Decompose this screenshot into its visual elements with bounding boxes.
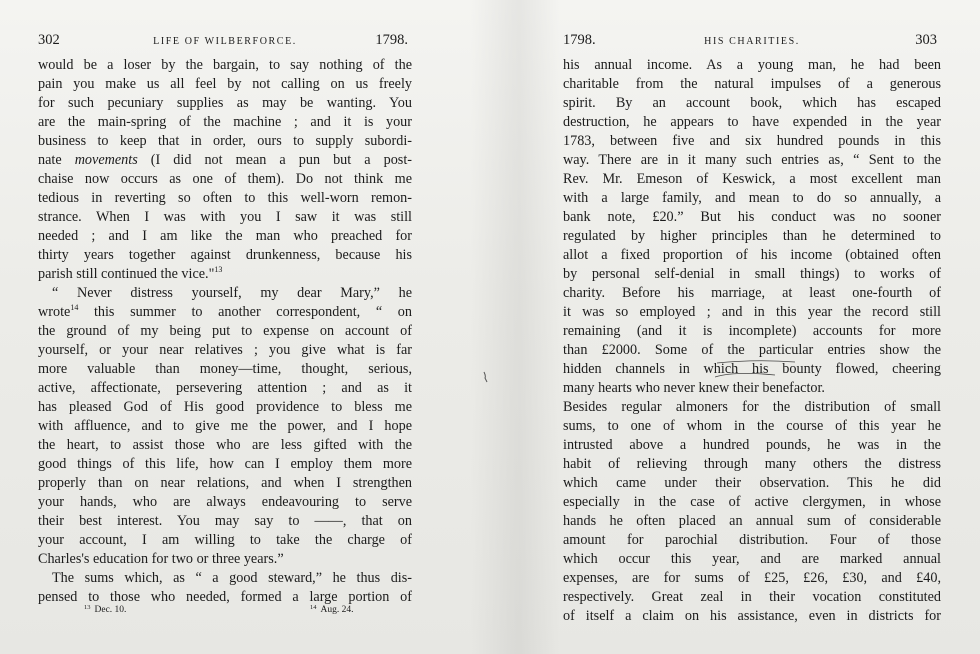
left-text-line: pensed to those who needed, formed a large portion of (38, 589, 412, 605)
right-text-line: destruction, he appears to have expended in the year (563, 114, 941, 130)
right-text-line: many hearts who never knew their benefactor. (563, 380, 825, 396)
right-running-title: HIS CHARITIES. (704, 36, 800, 47)
right-running-head (563, 30, 941, 50)
left-text-line: business to keep that in order, ours to supply subordi- (38, 133, 412, 149)
left-text-line: the ground of my being put to expense on account of (38, 323, 412, 339)
left-text-line: are the main-spring of the machine ; and it is your (38, 114, 412, 130)
right-page (563, 0, 941, 654)
left-page-number: 302 (38, 32, 60, 48)
left-text-line: chaise now occurs as one of them). Do not think me (38, 171, 412, 187)
left-text-line: thirty years together against drunkenness, because his (38, 247, 412, 263)
left-text-line: “ Never distress yourself, my dear Mary,” he (52, 285, 412, 301)
left-text-line: needed ; and I am like the man who preached for (38, 228, 412, 244)
left-text-line: strance. When I was with you I saw it was still (38, 209, 412, 225)
footnote-mark: 14 (310, 604, 317, 611)
left-text-line: pain you make us all feel by not calling on us freely (38, 76, 412, 92)
right-year: 1798. (563, 32, 596, 48)
right-text-line: expenses, are for sums of £25, £26, £30, and £40, (563, 570, 941, 586)
left-running-head (38, 30, 412, 50)
footnote-14 (310, 601, 354, 617)
left-text-line: with affluence, and to give me the power, and I hope (38, 418, 412, 434)
left-text-line: The sums which, as “ a good steward,” he thus dis- (52, 570, 412, 586)
right-text-line: intrusted above a hundred pounds, he was in the (563, 437, 941, 453)
right-text-line: his annual income. As a young man, he had been (563, 57, 941, 73)
book-gutter (470, 0, 560, 654)
footnote-13 (84, 601, 126, 617)
left-year: 1798. (375, 32, 408, 48)
left-text-line: your hands, who are always endeavouring to serve (38, 494, 412, 510)
left-text-line: for such pecuniary supplies as may be wanting. You (38, 95, 412, 111)
left-text-line: good things of this life, how can I employ them more (38, 456, 412, 472)
right-text-line: respectively. Great zeal in their vocation constituted (563, 589, 941, 605)
left-text-line: parish still continued the vice."$^{13}$ (38, 265, 223, 282)
left-text-line: properly than on near relations, and when I strengthen (38, 475, 412, 491)
right-text-line: bank note, £20.” But his conduct was no sooner (563, 209, 941, 225)
right-text-line: especially in the case of active clergymen, in whose (563, 494, 941, 510)
right-body-text (563, 56, 941, 626)
right-text-line: which occur this year, and are marked annual (563, 551, 941, 567)
left-text-line: wrote$^{14}$ this summer to another correspondent, “ on (38, 303, 412, 320)
left-text-line: their best interest. You may say to ——, that on (38, 513, 412, 529)
left-text-line: Charles's education for two or three years.” (38, 551, 284, 567)
left-text-line: more valuable than money—time, thought, serious, (38, 361, 412, 377)
right-text-line: Rev. Mr. Emeson of Keswick, a most excellent man (563, 171, 941, 187)
left-text-line: has pleased God of His good providence to bless me (38, 399, 412, 415)
footnote-text: Aug. 24. (320, 605, 354, 615)
right-text-line: remaining (and it is incomplete) accounts for more (563, 323, 941, 339)
left-text-line: tedious in reverting so often to this well-worn remon- (38, 190, 412, 206)
footnote-mark: 13 (84, 604, 91, 611)
footnote-text: Dec. 10. (94, 605, 127, 615)
left-text-line: the heart, to assist those who are less gifted with the (38, 437, 412, 453)
right-text-line: 1783, between five and six hundred pounds in this (563, 133, 941, 149)
right-text-line: charitable from the natural impulses of a generous (563, 76, 941, 92)
right-text-line: allot a fixed proportion of his income (obtained often (563, 247, 941, 263)
right-text-line: with a large family, and mean to do so annually, a (563, 190, 941, 206)
left-text-line: active, affectionate, persevering attention ; and as it (38, 380, 412, 396)
right-text-line: it was so employed ; and in this year the record still (563, 304, 941, 320)
right-page-number: 303 (915, 32, 937, 48)
right-text-line: hands he often placed an annual sum of considerable (563, 513, 941, 529)
pencil-mark-icon (482, 370, 490, 384)
right-text-line: charity. Before his marriage, at least one-fourth of (563, 285, 941, 301)
pencil-underline-icon (715, 357, 835, 381)
left-text-line: your account, I am willing to take the charge of (38, 532, 412, 548)
right-text-line: than £2000. Some of the particular entries show the (563, 342, 941, 358)
left-text-line: yourself, or your near relatives ; you give what is far (38, 342, 412, 358)
left-page (38, 0, 412, 654)
right-text-line: way. There are in it many such entries as, “ Sent to the (563, 152, 941, 168)
left-running-title: LIFE OF WILBERFORCE. (153, 36, 297, 47)
left-text-line: would be a loser by the bargain, to say nothing of the (38, 57, 412, 73)
right-text-line: Besides regular almoners for the distribution of small (563, 399, 941, 415)
right-text-line: amount for parochial distribution. Four of those (563, 532, 941, 548)
right-text-line: by personal self-denial in small things) to works of (563, 266, 941, 282)
right-text-line: regulated by higher principles than he determined to (563, 228, 941, 244)
left-text-line: nate movements (I did not mean a pun but a post- (38, 152, 412, 168)
right-text-line: hidden channels in which his bounty flowed, cheering (563, 361, 941, 377)
left-footnotes (38, 601, 412, 615)
left-body-text (38, 56, 412, 607)
right-text-line: which came under their observation. This he did (563, 475, 941, 491)
right-text-line: sums, to one of whom in the course of this year he (563, 418, 941, 434)
right-text-line: of itself a claim on his assistance, even in districts for (563, 608, 941, 624)
right-text-line: habit of relieving through many others the distress (563, 456, 941, 472)
right-text-line: spirit. By an account book, which has escaped (563, 95, 941, 111)
